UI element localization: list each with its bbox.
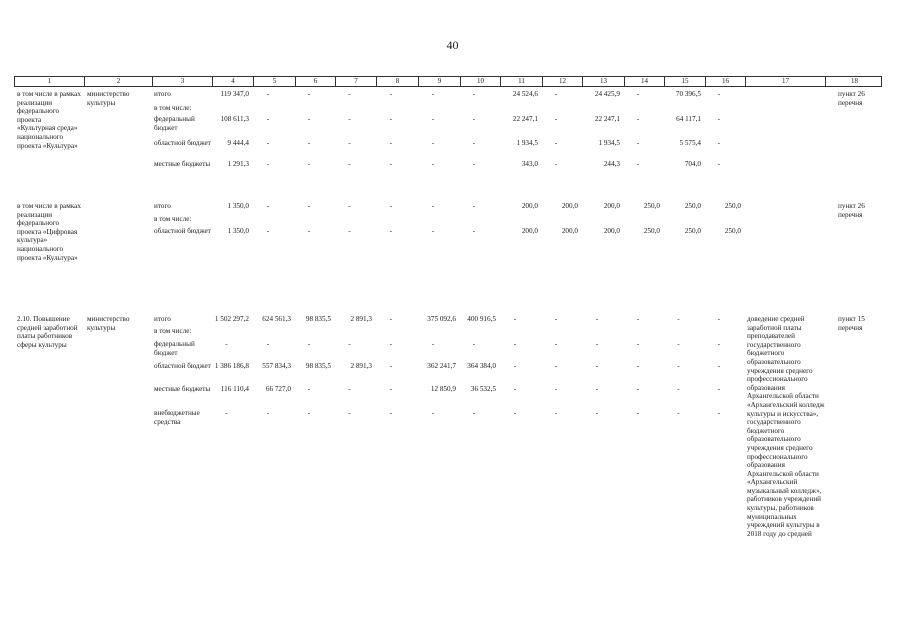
value-cell: -: [472, 409, 476, 417]
header-cell: 9: [419, 77, 461, 86]
value-cell: -: [307, 90, 311, 98]
value-cell: -: [348, 227, 351, 235]
value-cell: -: [636, 362, 640, 370]
value-cell: 250,0: [643, 202, 660, 210]
value-cell: -: [595, 362, 599, 370]
value-cell: -: [472, 340, 476, 348]
value-cell: 1 386 186,8: [214, 362, 249, 370]
value-cell: -: [266, 139, 270, 147]
value-cell: -: [389, 139, 393, 147]
value-cell: 66 727,0: [265, 385, 291, 393]
value-cell: -: [431, 115, 435, 123]
funding-source-label: местные бюджеты: [154, 385, 211, 393]
value-cell: -: [472, 160, 476, 168]
value-cell: -: [266, 227, 270, 235]
value-cell: 250,0: [643, 227, 660, 235]
header-cell: 14: [625, 77, 665, 86]
header-cell: 15: [665, 77, 706, 86]
header-cell: 4: [213, 77, 254, 86]
value-cell: -: [431, 227, 435, 235]
value-cell: -: [595, 409, 599, 417]
header-cell: 18: [851, 77, 858, 85]
value-cell: -: [389, 115, 393, 123]
value-cell: -: [389, 409, 393, 417]
value-cell: -: [348, 409, 351, 417]
value-cell: 116 110,4: [220, 385, 249, 393]
funding-source-label: местные бюджеты: [154, 160, 211, 168]
value-cell: -: [472, 202, 476, 210]
value-cell: -: [348, 340, 351, 348]
value-cell: -: [554, 385, 558, 393]
value-cell: -: [554, 362, 558, 370]
value-cell: -: [554, 160, 558, 168]
value-cell: 1 934,5: [598, 139, 620, 147]
value-cell: -: [266, 160, 270, 168]
value-cell: -: [266, 202, 270, 210]
value-cell: -: [307, 340, 311, 348]
value-cell: -: [636, 385, 640, 393]
value-cell: -: [225, 340, 228, 348]
block-title: в том числе в рамках реализации федерального проекта «Цифровая культура» национального проекта «Культура»: [17, 202, 81, 262]
value-cell: 200,0: [603, 202, 620, 210]
page-number: 40: [446, 38, 459, 52]
value-cell: -: [717, 90, 721, 98]
value-cell: 250,0: [684, 227, 701, 235]
value-cell: -: [307, 139, 311, 147]
value-cell: 1 291,3: [227, 160, 249, 168]
value-cell: -: [636, 139, 640, 147]
funding-source-label: итого: [154, 202, 171, 210]
header-cell: 1: [15, 77, 85, 86]
value-cell: -: [431, 340, 435, 348]
value-cell: -: [348, 115, 351, 123]
value-cell: 375 092,6: [427, 315, 456, 323]
value-cell: -: [677, 340, 680, 348]
value-cell: -: [472, 139, 476, 147]
value-cell: -: [595, 385, 599, 393]
header-cell: 12: [543, 77, 583, 86]
value-cell: -: [677, 315, 680, 323]
value-cell: -: [717, 115, 721, 123]
value-cell: -: [348, 160, 351, 168]
value-cell: 36 532,5: [470, 385, 496, 393]
block-title: в том числе в рамках реализации федерального проекта «Культурная среда» национального проекта «Культура»: [17, 90, 81, 150]
header-cell: 5: [254, 77, 296, 86]
value-cell: -: [389, 160, 393, 168]
value-cell: 200,0: [561, 202, 578, 210]
value-cell: 200,0: [521, 227, 538, 235]
value-cell: -: [636, 315, 640, 323]
value-cell: 200,0: [561, 227, 578, 235]
header-cell: 17: [746, 77, 826, 86]
value-cell: -: [636, 409, 640, 417]
value-cell: -: [677, 362, 680, 370]
value-cell: -: [348, 202, 351, 210]
funding-source-label: федеральный бюджет: [154, 340, 195, 357]
value-cell: 364 384,0: [467, 362, 496, 370]
value-cell: -: [513, 362, 517, 370]
value-cell: 250,0: [724, 227, 741, 235]
value-cell: -: [472, 115, 476, 123]
value-cell: -: [348, 385, 351, 393]
value-cell: -: [389, 90, 393, 98]
value-cell: -: [717, 409, 721, 417]
value-cell: -: [554, 115, 558, 123]
value-cell: -: [389, 340, 393, 348]
value-cell: -: [389, 227, 393, 235]
value-cell: -: [717, 385, 721, 393]
value-cell: -: [595, 315, 599, 323]
expected-result: доведение средней заработной платы преподавателей государственного бюджетного образовательного учреждения среднего профессионального образования Архангельской области «Архангельский колледж культуры и искусства», государственного бюджетного образовательного учреждения среднего профессионального образования Архангельской области «Архангельский музыкальный колледж», работников учреждений культуры, работников муниципальных учреждений культуры в 2018 году до средней: [747, 315, 825, 538]
value-cell: -: [513, 409, 517, 417]
value-cell: 557 834,3: [262, 362, 291, 370]
value-cell: 624 561,3: [262, 315, 291, 323]
header-cell: 11: [501, 77, 543, 86]
responsible-executor: министерство культуры: [87, 315, 130, 332]
reference-item: пункт 26 перечня: [838, 90, 865, 107]
value-cell: -: [717, 160, 721, 168]
value-cell: 250,0: [724, 202, 741, 210]
value-cell: -: [717, 139, 721, 147]
funding-source-label: внебюджетные средства: [154, 409, 200, 426]
value-cell: -: [677, 409, 680, 417]
value-cell: -: [389, 202, 393, 210]
value-cell: 22 247,1: [594, 115, 620, 123]
value-cell: 200,0: [521, 202, 538, 210]
value-cell: 250,0: [684, 202, 701, 210]
value-cell: 400 916,5: [467, 315, 496, 323]
value-cell: -: [307, 115, 311, 123]
value-cell: -: [717, 315, 721, 323]
value-cell: 1 350,0: [227, 227, 249, 235]
funding-source-label: областной бюджет: [154, 362, 211, 370]
value-cell: 1 350,0: [227, 202, 249, 210]
value-cell: -: [636, 90, 640, 98]
value-cell: -: [513, 340, 517, 348]
funding-source-label: в том числе:: [154, 215, 192, 223]
value-cell: -: [307, 202, 311, 210]
value-cell: -: [389, 362, 393, 370]
value-cell: -: [307, 227, 311, 235]
value-cell: -: [431, 202, 435, 210]
value-cell: 5 575,4: [679, 139, 701, 147]
header-cell: 7: [336, 77, 377, 86]
value-cell: -: [348, 139, 351, 147]
value-cell: -: [431, 90, 435, 98]
value-cell: 9 444,4: [227, 139, 249, 147]
funding-source-label: областной бюджет: [154, 227, 211, 235]
value-cell: -: [636, 340, 640, 348]
responsible-executor: министерство культуры: [87, 90, 130, 107]
value-cell: 2 891,3: [350, 315, 372, 323]
block-title: 2.10. Повышение средней заработной платы работников сферы культуры: [17, 315, 78, 349]
funding-source-label: итого: [154, 315, 171, 323]
value-cell: -: [554, 90, 558, 98]
reference-item: пункт 26 перечня: [838, 202, 865, 219]
value-cell: -: [266, 340, 270, 348]
value-cell: -: [554, 315, 558, 323]
value-cell: -: [595, 340, 599, 348]
value-cell: -: [636, 115, 640, 123]
funding-source-label: федеральный бюджет: [154, 115, 195, 132]
value-cell: -: [307, 385, 311, 393]
value-cell: -: [472, 90, 476, 98]
value-cell: -: [513, 385, 517, 393]
value-cell: 119 347,0: [220, 90, 249, 98]
funding-source-label: итого: [154, 90, 171, 98]
value-cell: -: [348, 90, 351, 98]
value-cell: -: [266, 115, 270, 123]
header-cell: 8: [377, 77, 419, 86]
value-cell: -: [307, 409, 311, 417]
value-cell: -: [431, 160, 435, 168]
value-cell: -: [431, 409, 435, 417]
value-cell: 98 835,5: [305, 362, 331, 370]
value-cell: -: [554, 340, 558, 348]
value-cell: 98 835,5: [305, 315, 331, 323]
funding-source-label: в том числе:: [154, 327, 192, 335]
value-cell: -: [389, 315, 393, 323]
value-cell: 343,0: [521, 160, 538, 168]
header-cell: 13: [583, 77, 625, 86]
value-cell: 1 934,5: [516, 139, 538, 147]
header-cell: 3: [153, 77, 213, 86]
value-cell: 70 396,5: [675, 90, 701, 98]
value-cell: -: [554, 409, 558, 417]
value-cell: 22 247,1: [512, 115, 538, 123]
value-cell: 24 524,6: [512, 90, 538, 98]
value-cell: 24 425,9: [594, 90, 620, 98]
value-cell: 108 611,3: [220, 115, 249, 123]
header-cell: 16: [706, 77, 746, 86]
value-cell: -: [307, 160, 311, 168]
column-number-header: [14, 76, 882, 87]
value-cell: 64 117,1: [676, 115, 701, 123]
value-cell: -: [717, 362, 721, 370]
value-cell: -: [717, 340, 721, 348]
value-cell: -: [389, 385, 393, 393]
header-cell: 10: [461, 77, 501, 86]
value-cell: -: [266, 90, 270, 98]
value-cell: 12 850,9: [430, 385, 456, 393]
funding-source-label: областной бюджет: [154, 139, 211, 147]
value-cell: -: [472, 227, 476, 235]
value-cell: -: [431, 139, 435, 147]
value-cell: 244,3: [603, 160, 620, 168]
value-cell: 362 241,7: [427, 362, 456, 370]
value-cell: 1 502 297,2: [214, 315, 249, 323]
reference-item: пункт 15 перечня: [838, 315, 865, 332]
header-cell: 6: [296, 77, 336, 86]
value-cell: 2 891,3: [350, 362, 372, 370]
header-cell: 2: [85, 77, 153, 86]
value-cell: -: [677, 385, 680, 393]
funding-source-label: в том числе:: [154, 104, 192, 112]
value-cell: -: [636, 160, 640, 168]
value-cell: -: [225, 409, 228, 417]
value-cell: 200,0: [603, 227, 620, 235]
value-cell: -: [513, 315, 517, 323]
value-cell: -: [554, 139, 558, 147]
value-cell: 704,0: [684, 160, 701, 168]
value-cell: -: [266, 409, 270, 417]
